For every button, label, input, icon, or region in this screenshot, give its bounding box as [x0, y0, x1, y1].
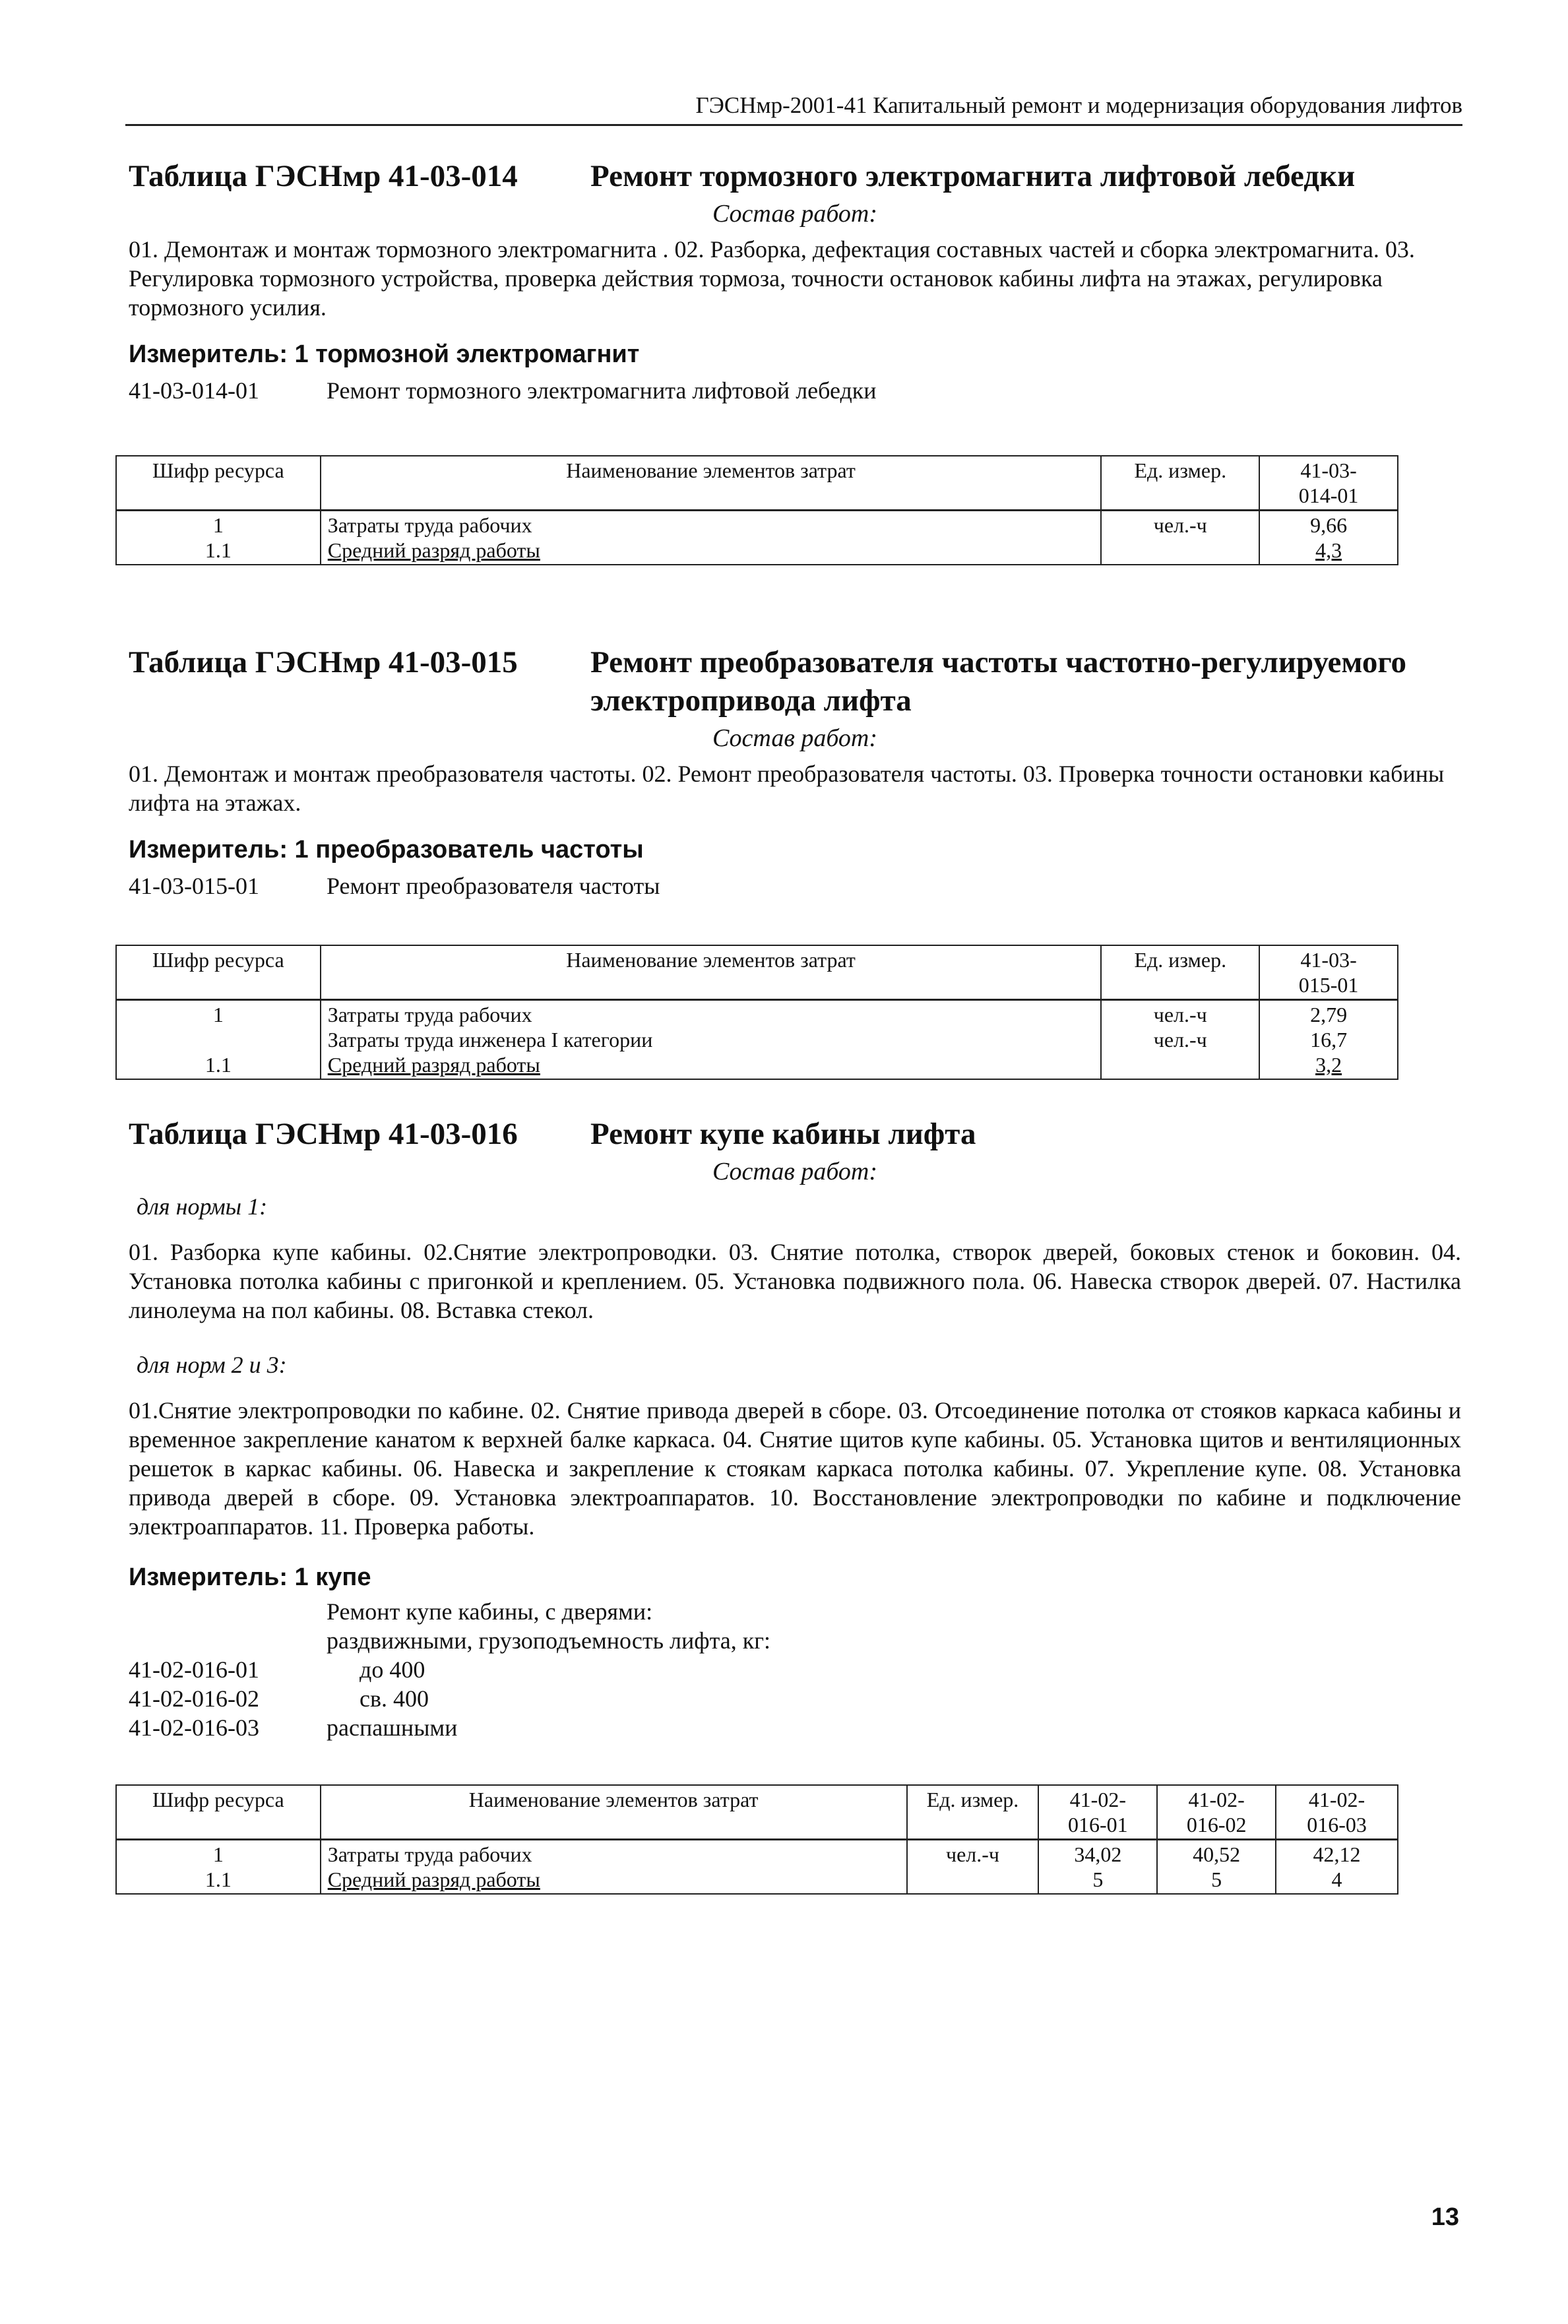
cell-value-1: 34,02 5: [1038, 1840, 1157, 1895]
cell-res: 1 1.1: [116, 511, 321, 565]
norm-description: Ремонт тормозного электромагнита лифтовой лебедки: [327, 377, 877, 404]
cell-unit: чел.-ч чел.-ч: [1101, 1000, 1259, 1080]
cell-name: Затраты труда рабочих Средний разряд работы: [321, 1840, 907, 1895]
section-41-03-014: [129, 157, 1461, 406]
norm-description: распашными: [327, 1714, 458, 1741]
norm-desc-line: раздвижными, грузоподъемность лифта, кг:: [327, 1627, 770, 1654]
cell-res: 1 1.1: [116, 1000, 321, 1080]
norm-description: до 400: [360, 1656, 425, 1683]
measure-unit: Измеритель: 1 тормозной электромагнит: [129, 340, 640, 368]
col-unit: Ед. измер.: [907, 1785, 1039, 1840]
section-41-03-016: [129, 1115, 1461, 1742]
col-cost-element: Наименование элементов затрат: [321, 456, 1102, 511]
measure-unit: Измеритель: 1 преобразователь частоты: [129, 836, 644, 864]
works-heading: Состав работ:: [712, 724, 878, 752]
norm1-works: 01. Разборка купе кабины. 02.Снятие электропроводки. 03. Снятие потолка, створок дверей, боковых стенок и боковин. 04. Установка потолка кабины с пригонкой и креплением. 05. Установка подвижного пола. 06. Навеска створок дверей. 07. Настилка линолеума на пол кабины. 08. Вставка стекол.: [129, 1239, 1461, 1323]
cell-value: 2,79 16,7 3,2: [1259, 1000, 1398, 1080]
measure-unit: Измеритель: 1 купе: [129, 1563, 371, 1591]
works-heading: Состав работ:: [712, 200, 878, 228]
works-text: 01. Демонтаж и монтаж преобразователя частоты. 02. Ремонт преобразователя частоты. 03. Проверка точности остановки кабины лифта на этажах.: [129, 761, 1445, 816]
norm23-label: для норм 2 и 3:: [137, 1352, 287, 1378]
col-unit: Ед. измер.: [1101, 945, 1259, 1000]
norm-code: 41-02-016-01: [129, 1656, 259, 1683]
col-resource-code: Шифр ресурса: [116, 945, 321, 1000]
col-norm-value: 41-03- 014-01: [1259, 456, 1398, 511]
col-resource-code: Шифр ресурса: [116, 1785, 321, 1840]
norm-description: Ремонт преобразователя частоты: [327, 873, 660, 899]
section-41-03-015: [129, 643, 1461, 901]
col-resource-code: Шифр ресурса: [116, 456, 321, 511]
resource-table-41-03-015: [115, 945, 1398, 1080]
cell-value-3: 42,12 4: [1276, 1840, 1398, 1895]
cell-value: 9,66 4,3: [1259, 511, 1398, 565]
norm-list: [129, 1597, 1461, 1742]
col-cost-element: Наименование элементов затрат: [321, 945, 1102, 1000]
col-unit: Ед. измер.: [1101, 456, 1259, 511]
table-code: Таблица ГЭСНмр 41-03-015: [129, 645, 518, 679]
cell-res: 1 1.1: [116, 1840, 321, 1895]
norm-code: 41-02-016-02: [129, 1685, 259, 1712]
norm-code: 41-03-014-01: [129, 377, 259, 404]
norm1-label: для нормы 1:: [137, 1193, 268, 1220]
table-code: Таблица ГЭСНмр 41-03-014: [129, 159, 518, 193]
cell-unit: чел.-ч: [907, 1840, 1039, 1895]
norm23-works: 01.Снятие электропроводки по кабине. 02. Снятие привода дверей в сборе. 03. Отсоединение потолка от стояков каркаса кабины и временное закрепление канатом к верхней балке каркаса. 04. Снятие щитов купе кабины. 05. Установка щитов и вентиляционных решеток в каркас кабины. 06. Навеска и закрепление к стоякам каркаса потолка кабины. 07. Укрепление купе. 08. Установка привода дверей в сборе. 09. Установка электроаппаратов. 10. Восстановление электропроводки по кабине и подключение электроаппаратов. 11. Проверка работы.: [129, 1397, 1461, 1540]
table-code: Таблица ГЭСНмр 41-03-016: [129, 1117, 518, 1151]
table-title: Ремонт преобразователя частоты частотно-регулируемого электропривода лифта: [590, 645, 1406, 718]
resource-table-41-03-016: [115, 1784, 1398, 1895]
cell-value-2: 40,52 5: [1157, 1840, 1276, 1895]
page-number: 13: [1431, 2203, 1459, 2231]
col-norm-value-3: 41-02- 016-03: [1276, 1785, 1398, 1840]
norm-desc-line: Ремонт купе кабины, с дверями:: [327, 1598, 653, 1625]
col-norm-value-2: 41-02- 016-02: [1157, 1785, 1276, 1840]
works-heading: Состав работ:: [712, 1158, 878, 1185]
norm-code: 41-03-015-01: [129, 873, 259, 899]
col-norm-value-1: 41-02- 016-01: [1038, 1785, 1157, 1840]
table-title: Ремонт купе кабины лифта: [590, 1117, 976, 1151]
works-text: 01. Демонтаж и монтаж тормозного электромагнита . 02. Разборка, дефектация составных частей и сборка электромагнита. 03. Регулировка тормозного устройства, проверка действия тормоза, точности остановок кабины лифта на этажах, регулировка тормозного усилия.: [129, 236, 1415, 321]
cell-name: Затраты труда рабочих Затраты труда инженера I категории Средний разряд работы: [321, 1000, 1102, 1080]
table-title: Ремонт тормозного электромагнита лифтовой лебедки: [590, 159, 1356, 193]
resource-table-41-03-014: [115, 455, 1398, 565]
cell-unit: чел.-ч: [1101, 511, 1259, 565]
norm-code: 41-02-016-03: [129, 1714, 259, 1741]
col-cost-element: Наименование элементов затрат: [321, 1785, 907, 1840]
norm-description: св. 400: [360, 1685, 429, 1712]
running-header: ГЭСНмр-2001-41 Капитальный ремонт и модернизация оборудования лифтов: [125, 92, 1462, 126]
cell-name: Затраты труда рабочих Средний разряд работы: [321, 511, 1102, 565]
col-norm-value: 41-03- 015-01: [1259, 945, 1398, 1000]
